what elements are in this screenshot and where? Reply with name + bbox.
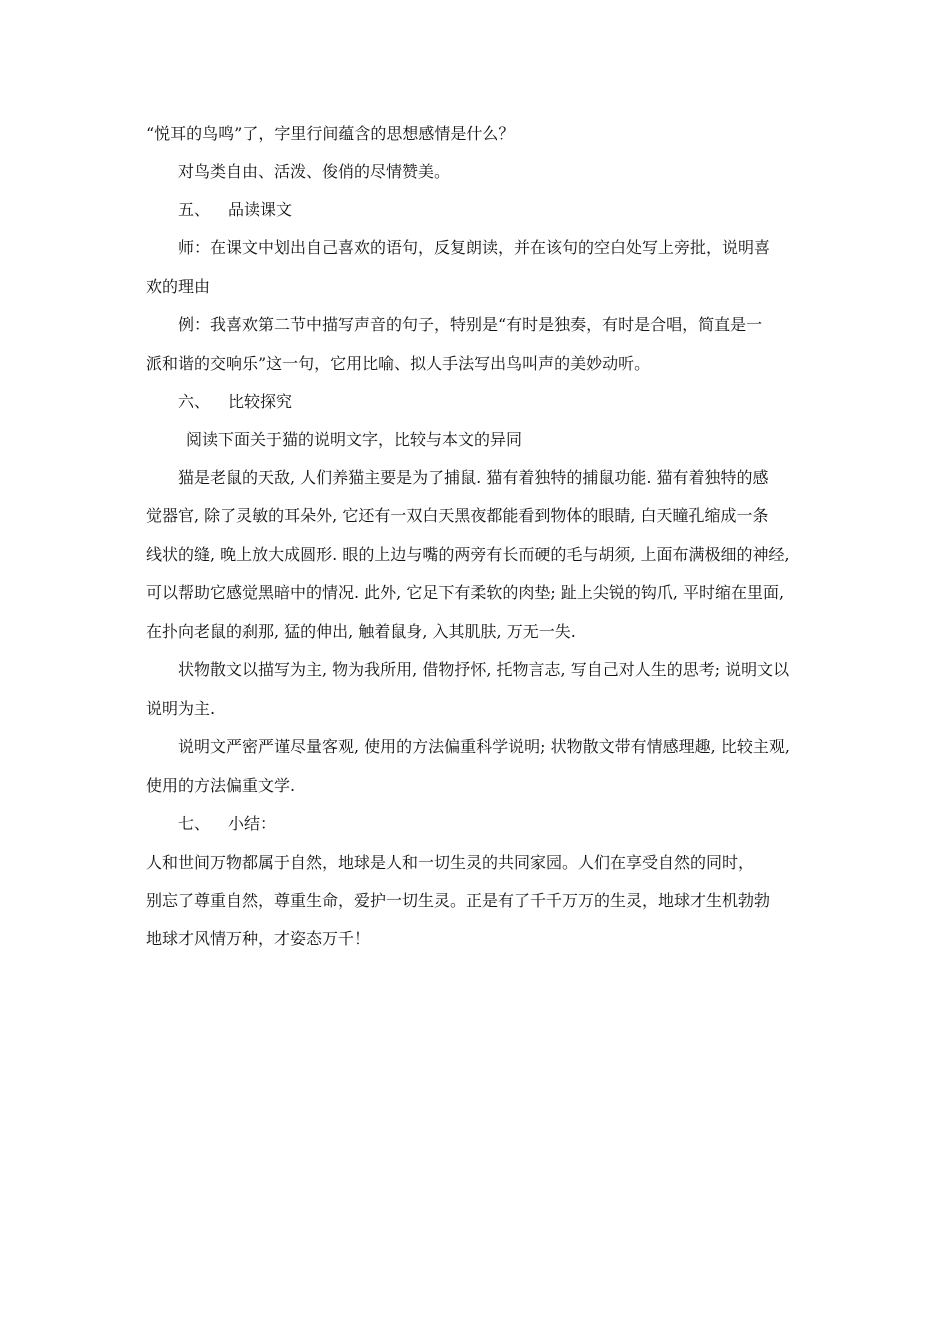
paragraph-line: 说明文严密严谨尽量客观, 使用的方法偏重科学说明; 状物散文带有情感理趣, 比较主观, — [178, 737, 790, 756]
question-line: “悦耳的鸟鸣”了，字里行间蕴含的思想感情是什么？ — [146, 124, 515, 143]
section-number: 五、 — [178, 200, 211, 219]
paragraph-line: 状物散文以描写为主, 物为我所用, 借物抒怀, 托物言志, 写自己对人生的思考; 说明文以 — [178, 660, 790, 679]
section-title: 小结： — [228, 814, 277, 833]
section-number: 六、 — [178, 392, 211, 411]
paragraph-line: 觉器官, 除了灵敏的耳朵外, 它还有一双白天黑夜都能看到物体的眼睛, 白天瞳孔缩成一条 — [146, 506, 769, 525]
section-number: 七、 — [178, 814, 211, 833]
paragraph-line: 例：我喜欢第二节中描写声音的句子，特别是“有时是独奏，有时是合唱，简直是一 — [178, 315, 763, 334]
paragraph-line: 派和谐的交响乐”这一句，它用比喻、拟人手法写出鸟叫声的美妙动听。 — [146, 354, 651, 373]
paragraph-line: 人和世间万物都属于自然，地球是人和一切生灵的共同家园。人们在享受自然的同时， — [146, 853, 755, 872]
paragraph-line: 说明为主. — [146, 699, 216, 718]
paragraph-line: 在扑向老鼠的刹那, 猛的伸出, 触着鼠身, 入其肌肤, 万无一失. — [146, 622, 576, 641]
paragraph-line: 猫是老鼠的天敌, 人们养猫主要是为了捕鼠. 猫有着独特的捕鼠功能. 猫有着独特的感 — [178, 468, 769, 487]
paragraph-line: 别忘了尊重自然，尊重生命，爱护一切生灵。正是有了千千万万的生灵，地球才生机勃勃 — [146, 891, 771, 910]
section-title: 品读课文 — [228, 200, 293, 219]
section-heading-six — [178, 392, 292, 412]
paragraph-line: 阅读下面关于猫的说明文字，比较与本文的异同 — [186, 430, 523, 449]
section-title: 比较探究 — [228, 392, 293, 411]
paragraph-line: 地球才风情万种，才姿态万千！ — [146, 929, 371, 948]
paragraph-line: 欢的理由 — [146, 277, 211, 296]
paragraph-line: 使用的方法偏重文学. — [146, 776, 296, 795]
section-heading-seven — [178, 814, 276, 834]
answer-paragraph: 对鸟类自由、活泼、俊俏的尽情赞美。 — [178, 162, 451, 181]
paragraph-line: 可以帮助它感觉黑暗中的情况. 此外, 它足下有柔软的肉垫; 趾上尖锐的钩爪, 平时缩在里面, — [146, 583, 785, 602]
section-heading-five — [178, 200, 292, 220]
paragraph-line: 师：在课文中划出自己喜欢的语句，反复朗读，并在该句的空白处写上旁批，说明喜 — [178, 238, 771, 257]
paragraph-line: 线状的缝, 晚上放大成圆形. 眼的上边与嘴的两旁有长而硬的毛与胡须, 上面布满极细的神经, — [146, 545, 790, 564]
